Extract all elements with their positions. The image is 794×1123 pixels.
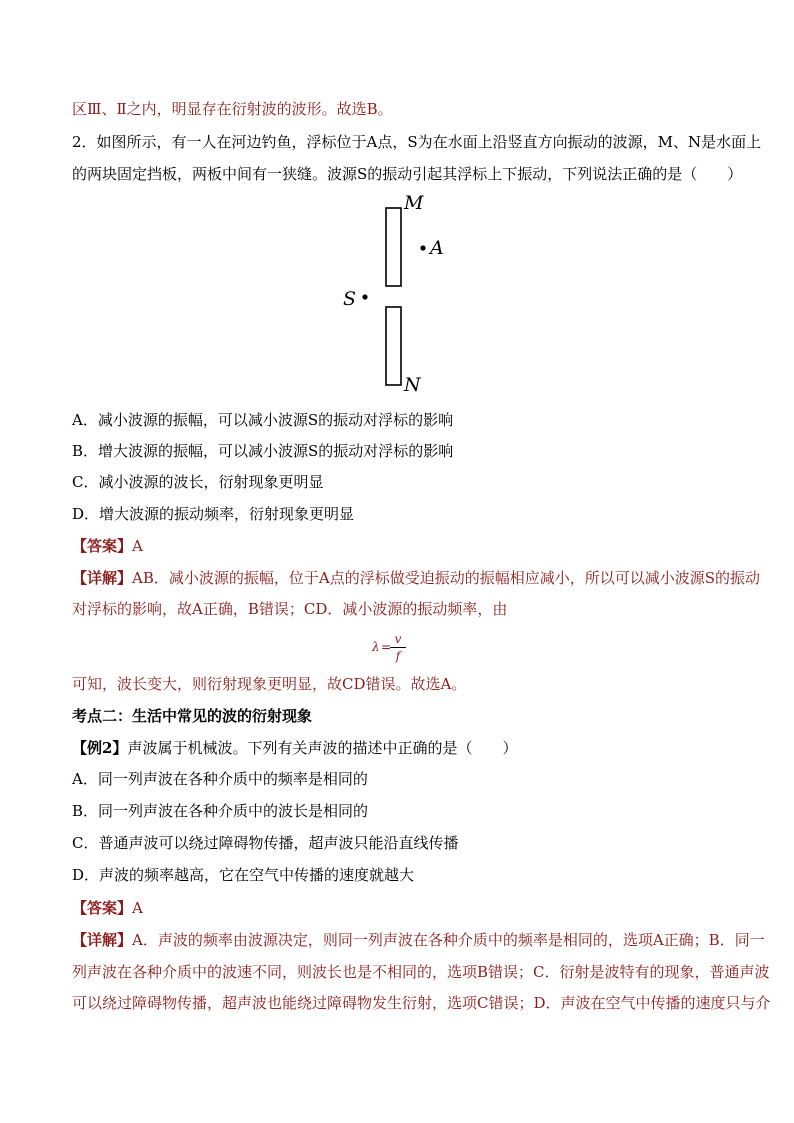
explanation-text: A．声波的频率由波源决定，则同一列声波在各种介质中的频率是相同的，选项A正确；B．同一 [132, 931, 765, 949]
label-m: M [404, 192, 424, 214]
formula-equals: = [381, 640, 392, 654]
answer-value: A [132, 537, 143, 555]
example-2-stem [72, 737, 517, 759]
explanation-line-3: 可知，波长变大，则衍射现象更明显，故CD错误。故选A。 [72, 675, 467, 693]
barrier-m [386, 208, 401, 286]
label-n: N [404, 374, 421, 395]
label-s: S [343, 288, 357, 310]
option-a: A．同一列声波在各种介质中的频率是相同的 [72, 770, 368, 788]
option-c: C．普通声波可以绕过障碍物传播，超声波只能沿直线传播 [72, 834, 459, 852]
section-heading: 考点二：生活中常见的波的衍射现象 [72, 707, 313, 725]
explanation-tag: 【详解】 [72, 569, 133, 587]
text-line: 区Ⅲ、Ⅱ之内，明显存在衍射波的波形。故选B。 [72, 100, 393, 118]
example-text: 声波属于机械波。下列有关声波的描述中正确的是（ ） [127, 739, 518, 757]
formula-denominator: f [395, 649, 401, 663]
formula-lambda: λ [372, 640, 380, 654]
answer-tag: 【答案】 [72, 537, 133, 555]
explanation-line-2: 列声波在各种介质中的波速不同，则波长也是不相同的，选项B错误；C．衍射是波特有的现象，普通声波 [72, 963, 770, 981]
float-point-a [420, 245, 425, 250]
source-point-s [362, 294, 367, 299]
wavelength-formula [372, 632, 432, 666]
explanation-line-3: 可以绕过障碍物传播，超声波也能绕过障碍物发生衍射，选项C错误；D．声波在空气中传播的速度只与介 [72, 994, 771, 1012]
answer-line [72, 535, 143, 557]
label-a: A [430, 237, 444, 259]
example-tag: 【例2】 [72, 739, 128, 757]
option-c: C．减小波源的波长，衍射现象更明显 [72, 473, 324, 491]
option-b: B．同一列声波在各种介质中的波长是相同的 [72, 802, 369, 820]
barrier-diagram [330, 190, 470, 395]
option-d: D．增大波源的振动频率，衍射现象更明显 [72, 505, 355, 523]
fraction-bar [390, 647, 406, 648]
option-a: A．减小波源的振幅，可以减小波源S的振动对浮标的影响 [72, 411, 454, 429]
question-2-stem-cont: 的两块固定挡板，两板中间有一狭缝。波源S的振动引起其浮标上下振动，下列说法正确的是（ ） [72, 165, 743, 183]
explanation-tag: 【详解】 [72, 931, 133, 949]
answer-value: A [132, 899, 143, 917]
option-d: D．声波的频率越高，它在空气中传播的速度就越大 [72, 866, 415, 884]
explanation-line-2: 对浮标的影响，故A正确，B错误；CD．减小波源的振动频率，由 [72, 600, 508, 618]
explanation-line [72, 929, 765, 951]
answer-tag: 【答案】 [72, 899, 133, 917]
option-b: B．增大波源的振幅，可以减小波源S的振动对浮标的影响 [72, 442, 454, 460]
explanation-text: AB．减小波源的振幅，位于A点的浮标做受迫振动的振幅相应减小，所以可以减小波源S的振动 [132, 569, 760, 587]
formula-numerator: v [394, 632, 402, 646]
answer-line [72, 897, 143, 919]
explanation-line [72, 567, 760, 589]
barrier-n [386, 307, 401, 385]
question-2-stem: 2．如图所示，有一人在河边钓鱼，浮标位于A点，S为在水面上沿竖直方向振动的波源，M、N是水面上 [72, 133, 762, 151]
formula-fraction [390, 632, 406, 663]
